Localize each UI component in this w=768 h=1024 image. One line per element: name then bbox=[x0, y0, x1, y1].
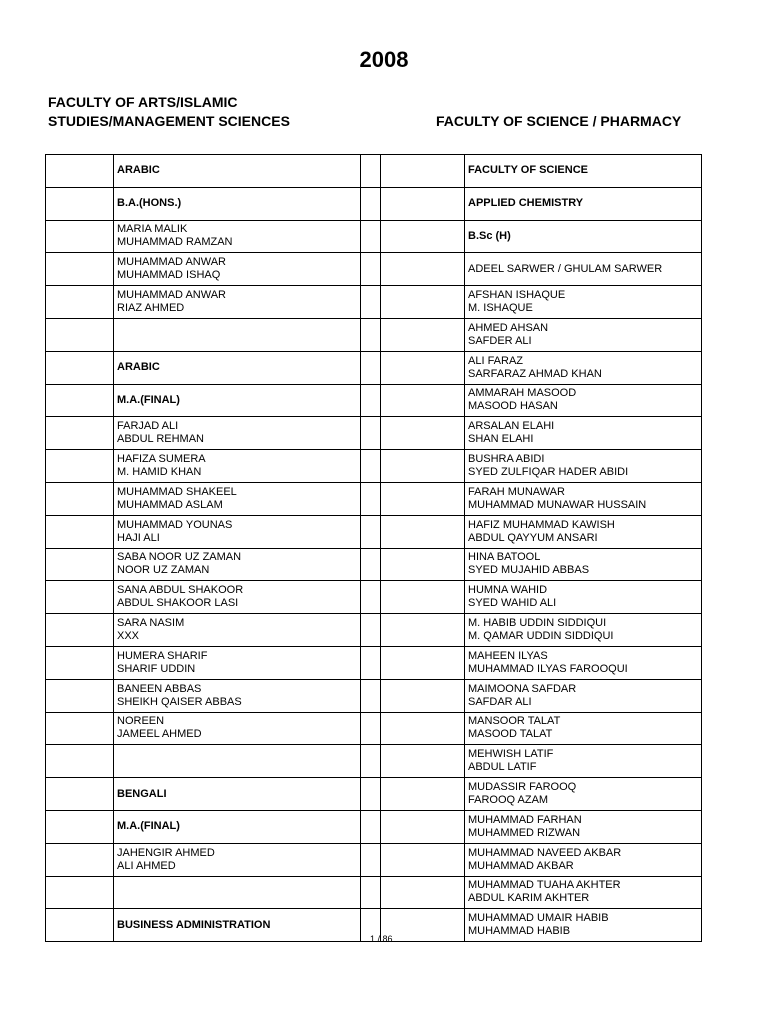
row-blank-cell bbox=[46, 614, 114, 647]
row-blank-cell bbox=[381, 810, 465, 843]
arts-entry-cell bbox=[114, 548, 361, 581]
science-entry-line: MUHAMMAD TUAHA AKHTER bbox=[468, 879, 621, 892]
header-faculty-arts bbox=[48, 93, 290, 131]
arts-entry-cell bbox=[114, 253, 361, 286]
arts-entry-line: NOOR UZ ZAMAN bbox=[117, 564, 210, 577]
names-table-body bbox=[46, 155, 702, 942]
arts-entry-line: B.A.(HONS.) bbox=[117, 197, 182, 210]
row-spacer-cell bbox=[361, 286, 381, 319]
science-entry-line: MUHAMMED RIZWAN bbox=[468, 826, 581, 839]
science-entry-line: HUMNA WAHID bbox=[468, 584, 548, 597]
arts-entry-line: MUHAMMAD ASLAM bbox=[117, 498, 223, 511]
science-entry-line: MUHAMMAD FARHAN bbox=[468, 813, 582, 826]
science-entry-line: ALI FARAZ bbox=[468, 354, 524, 367]
science-entry-cell bbox=[465, 253, 702, 286]
science-entry-line: FACULTY OF SCIENCE bbox=[468, 164, 588, 177]
row-spacer-cell bbox=[361, 548, 381, 581]
row-blank-cell bbox=[381, 745, 465, 778]
arts-entry-line: SABA NOOR UZ ZAMAN bbox=[117, 551, 242, 564]
row-blank-cell bbox=[46, 909, 114, 942]
arts-entry-cell bbox=[114, 843, 361, 876]
table-row bbox=[46, 515, 702, 548]
row-blank-cell bbox=[46, 646, 114, 679]
table-row bbox=[46, 220, 702, 253]
row-blank-cell bbox=[381, 876, 465, 909]
table-row bbox=[46, 286, 702, 319]
arts-entry-line: ABDUL SHAKOOR LASI bbox=[117, 597, 239, 610]
arts-entry-cell bbox=[114, 712, 361, 745]
row-blank-cell bbox=[381, 581, 465, 614]
table-row bbox=[46, 810, 702, 843]
row-blank-cell bbox=[381, 187, 465, 220]
table-row bbox=[46, 482, 702, 515]
science-entry-cell bbox=[465, 220, 702, 253]
row-blank-cell bbox=[46, 581, 114, 614]
row-blank-cell bbox=[381, 417, 465, 450]
science-entry-cell bbox=[465, 187, 702, 220]
arts-entry-line: BENGALI bbox=[117, 787, 167, 800]
arts-entry-cell bbox=[114, 778, 361, 811]
science-entry-line: SYED ZULFIQAR HADER ABIDI bbox=[468, 466, 629, 479]
arts-entry-line: ARABIC bbox=[117, 361, 160, 374]
row-blank-cell bbox=[46, 187, 114, 220]
table-row bbox=[46, 351, 702, 384]
row-spacer-cell bbox=[361, 417, 381, 450]
row-spacer-cell bbox=[361, 187, 381, 220]
table-row bbox=[46, 614, 702, 647]
row-blank-cell bbox=[46, 515, 114, 548]
row-blank-cell bbox=[381, 614, 465, 647]
arts-entry-line: MUHAMMAD SHAKEEL bbox=[117, 485, 237, 498]
row-blank-cell bbox=[381, 679, 465, 712]
arts-entry-cell bbox=[114, 286, 361, 319]
row-blank-cell bbox=[46, 843, 114, 876]
row-blank-cell bbox=[46, 220, 114, 253]
science-entry-line: MANSOOR TALAT bbox=[468, 715, 561, 728]
science-entry-cell bbox=[465, 843, 702, 876]
names-table bbox=[45, 154, 702, 942]
science-entry-cell bbox=[465, 384, 702, 417]
science-entry-cell bbox=[465, 679, 702, 712]
arts-entry-cell bbox=[114, 318, 361, 351]
science-entry-line: M. HABIB UDDIN SIDDIQUI bbox=[468, 617, 607, 630]
science-entry-cell bbox=[465, 417, 702, 450]
science-entry-line: AHMED AHSAN bbox=[468, 321, 549, 334]
science-entry-line: MUHAMMAD NAVEED AKBAR bbox=[468, 846, 622, 859]
row-blank-cell bbox=[46, 384, 114, 417]
arts-entry-cell bbox=[114, 515, 361, 548]
arts-entry-cell bbox=[114, 581, 361, 614]
row-blank-cell bbox=[381, 778, 465, 811]
table-row bbox=[46, 679, 702, 712]
row-blank-cell bbox=[46, 876, 114, 909]
science-entry-line: MUHAMMAD MUNAWAR HUSSAIN bbox=[468, 498, 647, 511]
page-number: 1 / 86 bbox=[370, 934, 393, 944]
science-entry-line: MAIMOONA SAFDAR bbox=[468, 682, 577, 695]
science-entry-cell bbox=[465, 909, 702, 942]
row-blank-cell bbox=[381, 646, 465, 679]
arts-entry-cell bbox=[114, 187, 361, 220]
arts-entry-line: ALI AHMED bbox=[117, 859, 176, 872]
table-row bbox=[46, 581, 702, 614]
row-blank-cell bbox=[381, 351, 465, 384]
row-spacer-cell bbox=[361, 515, 381, 548]
row-blank-cell bbox=[381, 220, 465, 253]
arts-entry-line: HAJI ALI bbox=[117, 531, 160, 544]
table-row bbox=[46, 876, 702, 909]
arts-entry-line: MUHAMMAD YOUNAS bbox=[117, 518, 233, 531]
science-entry-line: APPLIED CHEMISTRY bbox=[468, 197, 584, 210]
arts-entry-line: BANEEN ABBAS bbox=[117, 682, 202, 695]
row-spacer-cell bbox=[361, 220, 381, 253]
arts-entry-cell bbox=[114, 220, 361, 253]
row-spacer-cell bbox=[361, 712, 381, 745]
header-faculty-science: FACULTY OF SCIENCE / PHARMACY bbox=[436, 113, 682, 129]
table-row bbox=[46, 745, 702, 778]
arts-entry-cell bbox=[114, 351, 361, 384]
arts-entry-line: HUMERA SHARIF bbox=[117, 649, 208, 662]
row-blank-cell bbox=[46, 253, 114, 286]
science-entry-line: MUDASSIR FAROOQ bbox=[468, 781, 577, 794]
arts-entry-line: MARIA MALIK bbox=[117, 223, 188, 236]
science-entry-line: AFSHAN ISHAQUE bbox=[468, 289, 566, 302]
arts-entry-line: M.A.(FINAL) bbox=[117, 820, 180, 833]
row-spacer-cell bbox=[361, 318, 381, 351]
row-blank-cell bbox=[381, 253, 465, 286]
arts-entry-line: XXX bbox=[117, 630, 140, 643]
row-spacer-cell bbox=[361, 745, 381, 778]
science-entry-line: MASOOD TALAT bbox=[468, 728, 553, 741]
arts-entry-line: BUSINESS ADMINISTRATION bbox=[117, 918, 271, 931]
science-entry-cell bbox=[465, 515, 702, 548]
science-entry-cell bbox=[465, 712, 702, 745]
arts-entry-line: HAFIZA SUMERA bbox=[117, 453, 206, 466]
row-blank-cell bbox=[46, 745, 114, 778]
arts-entry-line: SHEIKH QAISER ABBAS bbox=[117, 695, 242, 708]
arts-entry-line: ABDUL REHMAN bbox=[117, 433, 204, 446]
arts-entry-line: M. HAMID KHAN bbox=[117, 466, 202, 479]
arts-entry-cell bbox=[114, 745, 361, 778]
arts-entry-cell bbox=[114, 614, 361, 647]
row-blank-cell bbox=[381, 548, 465, 581]
row-blank-cell bbox=[381, 318, 465, 351]
row-blank-cell bbox=[46, 351, 114, 384]
science-entry-line: SYED MUJAHID ABBAS bbox=[468, 564, 590, 577]
row-blank-cell bbox=[46, 286, 114, 319]
science-entry-line: SHAN ELAHI bbox=[468, 433, 534, 446]
row-spacer-cell bbox=[361, 581, 381, 614]
row-blank-cell bbox=[46, 712, 114, 745]
row-spacer-cell bbox=[361, 384, 381, 417]
science-entry-line: AMMARAH MASOOD bbox=[468, 387, 577, 400]
science-entry-line: ABDUL LATIF bbox=[468, 761, 537, 774]
row-blank-cell bbox=[381, 155, 465, 188]
arts-entry-cell bbox=[114, 876, 361, 909]
arts-entry-line: ARABIC bbox=[117, 164, 160, 177]
science-entry-cell bbox=[465, 548, 702, 581]
row-spacer-cell bbox=[361, 843, 381, 876]
row-spacer-cell bbox=[361, 778, 381, 811]
science-entry-line: SAFDAR ALI bbox=[468, 695, 532, 708]
row-spacer-cell bbox=[361, 876, 381, 909]
science-entry-cell bbox=[465, 318, 702, 351]
science-entry-cell bbox=[465, 646, 702, 679]
row-spacer-cell bbox=[361, 614, 381, 647]
table-row bbox=[46, 450, 702, 483]
science-entry-line: MUHAMMAD AKBAR bbox=[468, 859, 574, 872]
arts-entry-line: SARA NASIM bbox=[117, 617, 185, 630]
table-row bbox=[46, 253, 702, 286]
row-blank-cell bbox=[46, 318, 114, 351]
science-entry-line: MASOOD HASAN bbox=[468, 400, 558, 413]
arts-entry-cell bbox=[114, 417, 361, 450]
arts-entry-line: MUHAMMAD RAMZAN bbox=[117, 236, 233, 249]
science-entry-line: ADEEL SARWER / GHULAM SARWER bbox=[468, 262, 663, 275]
arts-entry-cell bbox=[114, 810, 361, 843]
science-entry-cell bbox=[465, 745, 702, 778]
science-entry-line: MAHEEN ILYAS bbox=[468, 649, 548, 662]
row-spacer-cell bbox=[361, 679, 381, 712]
science-entry-cell bbox=[465, 286, 702, 319]
science-entry-line: ARSALAN ELAHI bbox=[468, 420, 555, 433]
arts-entry-line: M.A.(FINAL) bbox=[117, 393, 180, 406]
row-spacer-cell bbox=[361, 646, 381, 679]
science-entry-line: MUHAMMAD HABIB bbox=[468, 925, 571, 938]
row-blank-cell bbox=[46, 810, 114, 843]
arts-entry-line: RIAZ AHMED bbox=[117, 302, 185, 315]
science-entry-line: MUHAMMAD UMAIR HABIB bbox=[468, 912, 609, 925]
arts-entry-line: FARJAD ALI bbox=[117, 420, 179, 433]
row-spacer-cell bbox=[361, 450, 381, 483]
row-blank-cell bbox=[381, 286, 465, 319]
row-blank-cell bbox=[46, 482, 114, 515]
science-entry-line: MEHWISH LATIF bbox=[468, 748, 554, 761]
row-spacer-cell bbox=[361, 253, 381, 286]
table-row bbox=[46, 548, 702, 581]
table-row bbox=[46, 778, 702, 811]
row-blank-cell bbox=[381, 515, 465, 548]
arts-entry-cell bbox=[114, 482, 361, 515]
row-spacer-cell bbox=[361, 810, 381, 843]
row-blank-cell bbox=[381, 482, 465, 515]
row-spacer-cell bbox=[361, 351, 381, 384]
arts-entry-cell bbox=[114, 646, 361, 679]
table-row bbox=[46, 187, 702, 220]
row-spacer-cell bbox=[361, 482, 381, 515]
row-blank-cell bbox=[46, 155, 114, 188]
science-entry-cell bbox=[465, 876, 702, 909]
table-row bbox=[46, 646, 702, 679]
row-blank-cell bbox=[381, 450, 465, 483]
science-entry-cell bbox=[465, 614, 702, 647]
header-faculty-arts-line2: STUDIES/MANAGEMENT SCIENCES bbox=[48, 113, 290, 129]
arts-entry-line: SANA ABDUL SHAKOOR bbox=[117, 584, 244, 597]
science-entry-line: FARAH MUNAWAR bbox=[468, 485, 565, 498]
science-entry-line: HAFIZ MUHAMMAD KAWISH bbox=[468, 518, 615, 531]
science-entry-line: B.Sc (H) bbox=[468, 229, 511, 242]
science-entry-line: ABDUL QAYYUM ANSARI bbox=[468, 531, 598, 544]
science-entry-cell bbox=[465, 778, 702, 811]
arts-entry-line: SHARIF UDDIN bbox=[117, 662, 196, 675]
row-blank-cell bbox=[381, 384, 465, 417]
row-spacer-cell bbox=[361, 155, 381, 188]
science-entry-cell bbox=[465, 155, 702, 188]
science-entry-line: MUHAMMAD ILYAS FAROOQUI bbox=[468, 662, 628, 675]
arts-entry-line: MUHAMMAD ISHAQ bbox=[117, 269, 221, 282]
science-entry-cell bbox=[465, 810, 702, 843]
science-entry-line: ABDUL KARIM AKHTER bbox=[468, 892, 590, 905]
row-blank-cell bbox=[46, 548, 114, 581]
science-entry-cell bbox=[465, 351, 702, 384]
science-entry-line: M. ISHAQUE bbox=[468, 302, 533, 315]
document-year: 2008 bbox=[359, 47, 409, 72]
arts-entry-line: MUHAMMAD ANWAR bbox=[117, 256, 226, 269]
header-faculty-arts-line1: FACULTY OF ARTS/ISLAMIC bbox=[48, 94, 238, 110]
arts-entry-line: JAMEEL AHMED bbox=[117, 728, 202, 741]
table-row bbox=[46, 843, 702, 876]
row-blank-cell bbox=[46, 778, 114, 811]
arts-entry-cell bbox=[114, 450, 361, 483]
science-entry-cell bbox=[465, 482, 702, 515]
arts-entry-cell bbox=[114, 384, 361, 417]
table-row bbox=[46, 384, 702, 417]
table-row bbox=[46, 318, 702, 351]
science-entry-line: SAFDER ALI bbox=[468, 334, 532, 347]
science-entry-line: SYED WAHID ALI bbox=[468, 597, 557, 610]
arts-entry-cell bbox=[114, 155, 361, 188]
table-row bbox=[46, 417, 702, 450]
arts-entry-line: NOREEN bbox=[117, 715, 165, 728]
arts-entry-line: JAHENGIR AHMED bbox=[117, 846, 215, 859]
row-blank-cell bbox=[46, 450, 114, 483]
arts-entry-line: MUHAMMAD ANWAR bbox=[117, 289, 226, 302]
science-entry-cell bbox=[465, 450, 702, 483]
table-row bbox=[46, 155, 702, 188]
science-entry-line: HINA BATOOL bbox=[468, 551, 541, 564]
science-entry-cell bbox=[465, 581, 702, 614]
arts-entry-cell bbox=[114, 909, 361, 942]
science-entry-line: SARFARAZ AHMAD KHAN bbox=[468, 367, 602, 380]
row-blank-cell bbox=[381, 712, 465, 745]
row-blank-cell bbox=[46, 679, 114, 712]
science-entry-line: FAROOQ AZAM bbox=[468, 794, 549, 807]
arts-entry-cell bbox=[114, 679, 361, 712]
science-entry-line: BUSHRA ABIDI bbox=[468, 453, 545, 466]
row-blank-cell bbox=[381, 909, 465, 942]
table-row bbox=[46, 712, 702, 745]
row-blank-cell bbox=[46, 417, 114, 450]
science-entry-line: M. QAMAR UDDIN SIDDIQUI bbox=[468, 630, 614, 643]
row-blank-cell bbox=[381, 843, 465, 876]
